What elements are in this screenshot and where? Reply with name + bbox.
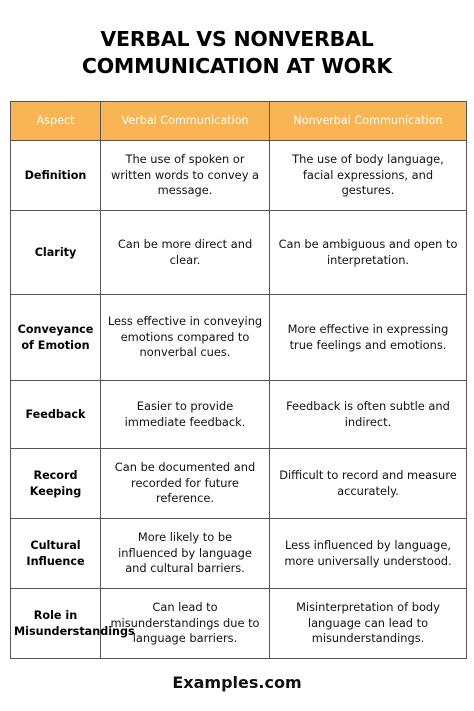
- row-verbal: More likely to be influenced by language and cultural barriers.: [101, 519, 270, 589]
- row-aspect: Conveyance of Emotion: [11, 295, 101, 381]
- table-row: [11, 449, 467, 519]
- row-verbal: Easier to provide immediate feedback.: [101, 381, 270, 449]
- row-verbal: Can be documented and recorded for future reference.: [101, 449, 270, 519]
- row-verbal: Can be more direct and clear.: [101, 211, 270, 295]
- table-row: [11, 211, 467, 295]
- table-header-row: [11, 102, 467, 141]
- header-nonverbal: Nonverbal Communication: [270, 102, 467, 141]
- row-aspect: Record Keeping: [11, 449, 101, 519]
- row-aspect: Cultural Influence: [11, 519, 101, 589]
- title-line-1: VERBAL VS NONVERBAL: [100, 27, 374, 51]
- page-title: [0, 26, 474, 80]
- row-nonverbal: Feedback is often subtle and indirect.: [270, 381, 467, 449]
- row-nonverbal: Difficult to record and measure accurately.: [270, 449, 467, 519]
- header-aspect: Aspect: [11, 102, 101, 141]
- table-row: [11, 295, 467, 381]
- table-row: [11, 141, 467, 211]
- table-row: [11, 589, 467, 659]
- row-aspect: Definition: [11, 141, 101, 211]
- row-nonverbal: Can be ambiguous and open to interpretation.: [270, 211, 467, 295]
- row-verbal: The use of spoken or written words to convey a message.: [101, 141, 270, 211]
- row-nonverbal: The use of body language, facial expressions, and gestures.: [270, 141, 467, 211]
- row-aspect: Feedback: [11, 381, 101, 449]
- brand-footer: Examples.com: [172, 673, 302, 692]
- table-row: [11, 519, 467, 589]
- row-nonverbal: More effective in expressing true feelings and emotions.: [270, 295, 467, 381]
- row-nonverbal: Less influenced by language, more universally understood.: [270, 519, 467, 589]
- row-verbal: Can lead to misunderstandings due to language barriers.: [101, 589, 270, 659]
- row-verbal: Less effective in conveying emotions compared to nonverbal cues.: [101, 295, 270, 381]
- row-aspect: Clarity: [11, 211, 101, 295]
- header-verbal: Verbal Communication: [101, 102, 270, 141]
- row-aspect: Role in Misunderstandings: [11, 589, 101, 659]
- comparison-table: [10, 101, 467, 659]
- title-line-2: COMMUNICATION AT WORK: [81, 54, 393, 78]
- row-nonverbal: Misinterpretation of body language can lead to misunderstandings.: [270, 589, 467, 659]
- table-row: [11, 381, 467, 449]
